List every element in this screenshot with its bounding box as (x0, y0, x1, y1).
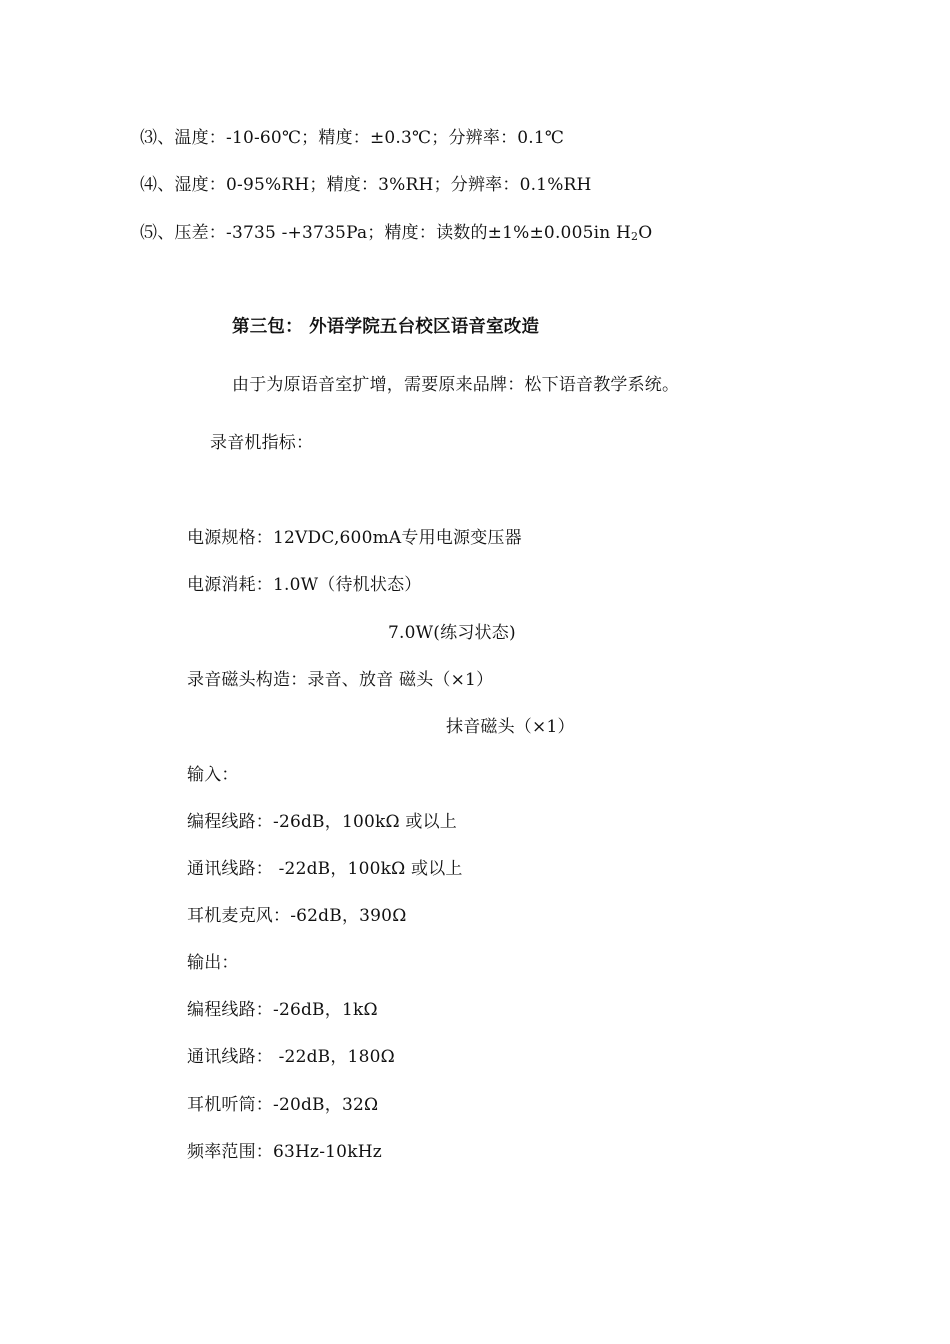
power-consumption: 电源消耗：1.0W（待机状态） (187, 575, 422, 595)
output-program-line: 编程线路：-26dB，1kΩ (187, 1000, 378, 1020)
head-structure: 录音磁头构造：录音、放音 磁头（×1） (187, 670, 494, 690)
input-comm-line: 通讯线路： -22dB，100kΩ 或以上 (187, 859, 463, 879)
frequency-range: 频率范围：63Hz-10kHz (187, 1142, 382, 1162)
input-title: 输入： (187, 765, 239, 785)
output-comm-line: 通讯线路： -22dB，180Ω (187, 1047, 395, 1067)
output-earphone: 耳机听筒：-20dB，32Ω (187, 1095, 379, 1115)
section-heading: 第三包： 外语学院五台校区语音室改造 (232, 317, 540, 337)
spec-humidity: ⑷、湿度：0-95%RH；精度：3%RH；分辨率：0.1%RH (140, 175, 592, 195)
input-program-line: 编程线路：-26dB，100kΩ 或以上 (187, 812, 457, 832)
input-headset-mic: 耳机麦克风：-62dB，390Ω (187, 906, 407, 926)
spec-pressure (140, 221, 652, 245)
head-structure-erase: 抹音磁头（×1） (446, 717, 575, 737)
power-consumption-practice: 7.0W(练习状态) (388, 623, 516, 643)
spec-temperature: ⑶、温度：-10-60℃；精度：±0.3℃；分辨率：0.1℃ (140, 128, 565, 148)
spec-pressure-subscript: 2 (631, 230, 639, 243)
section-intro: 由于为原语音室扩增，需要原来品牌：松下语音教学系统。 (232, 375, 680, 395)
output-title: 输出： (187, 953, 239, 973)
spec-pressure-main: ⑸、压差：-3735 -+3735Pa；精度：读数的±1%±0.005in H (140, 223, 632, 243)
recorder-title: 录音机指标： (210, 433, 314, 453)
power-spec: 电源规格：12VDC,600mA专用电源变压器 (187, 528, 522, 548)
spec-pressure-tail: O (638, 223, 653, 243)
